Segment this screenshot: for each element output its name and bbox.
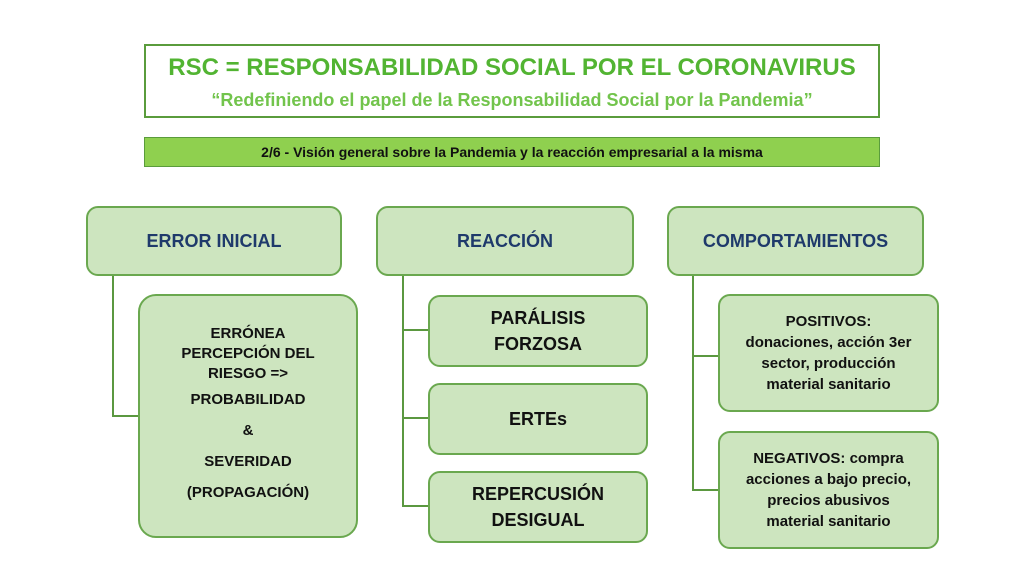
- node-line: DESIGUAL: [491, 510, 585, 530]
- node-line: (PROPAGACIÓN): [186, 484, 310, 501]
- node-line: PERCEPCIÓN DEL: [181, 345, 315, 362]
- node-line: acciones a bajo precio,: [745, 471, 912, 488]
- node-erronea-percepcion: [138, 294, 358, 538]
- node-line: REPERCUSIÓN: [471, 484, 605, 504]
- title-box: [144, 44, 880, 118]
- header-reaccion: [376, 206, 634, 276]
- node-paralisis-forzosa: [428, 295, 648, 367]
- header-comportamientos-label: COMPORTAMIENTOS: [702, 230, 889, 251]
- connector-error-1: [112, 276, 140, 417]
- node-repercusion-desigual: [428, 471, 648, 543]
- header-comportamientos: [667, 206, 924, 276]
- connector-reaccion-3: [402, 276, 429, 507]
- node-line: PROBABILIDAD: [190, 391, 306, 408]
- node-line: PARÁLISIS: [490, 308, 586, 328]
- connector-comport-2: [692, 276, 719, 491]
- node-line: NEGATIVOS: compra: [753, 450, 904, 467]
- node-line: sector, producción: [761, 355, 896, 372]
- node-line: material sanitario: [766, 376, 891, 393]
- header-error-inicial: [86, 206, 342, 276]
- node-line: RIESGO =>: [207, 365, 289, 382]
- header-reaccion-label: REACCIÓN: [456, 230, 553, 251]
- section-bar: 2/6 - Visión general sobre la Pandemia y la reacción empresarial a la misma: [144, 137, 880, 167]
- node-line: material sanitario: [766, 513, 891, 530]
- diagram-title: RSC = RESPONSABILIDAD SOCIAL POR EL CORONAVIRUS: [168, 54, 856, 81]
- node-line: &: [242, 422, 254, 439]
- node-line: ERRÓNEA: [210, 325, 286, 342]
- node-line: donaciones, acción 3er: [745, 334, 912, 351]
- node-line: precios abusivos: [767, 492, 890, 509]
- node-line: SEVERIDAD: [204, 453, 292, 470]
- node-ertes: [428, 383, 648, 455]
- node-negativos: [718, 431, 939, 549]
- node-line: FORZOSA: [494, 334, 582, 354]
- node-line: POSITIVOS:: [785, 313, 872, 330]
- node-line: ERTEs: [508, 409, 568, 429]
- header-error-inicial-label: ERROR INICIAL: [146, 230, 282, 251]
- node-positivos: [718, 294, 939, 412]
- diagram-subtitle: “Redefiniendo el papel de la Responsabilidad Social por la Pandemia”: [211, 90, 813, 110]
